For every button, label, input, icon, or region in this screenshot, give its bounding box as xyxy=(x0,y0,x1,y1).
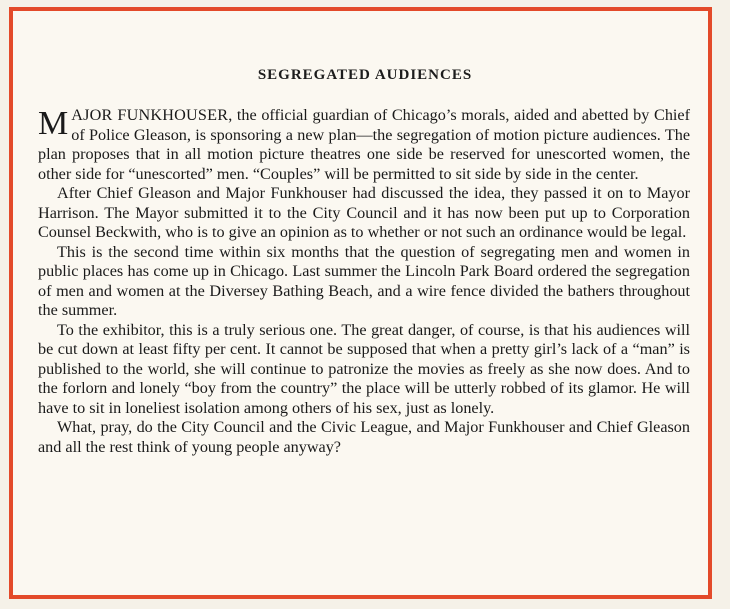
paragraph-5: What, pray, do the City Council and the Civic League, and Major Funkhouser and Chief Gleason and all the rest think of young people anyway? xyxy=(38,418,690,456)
lead-caps: AJOR FUNKHOUSER xyxy=(71,106,229,124)
paragraph-4: To the exhibitor, this is a truly serious one. The great danger, of course, is that his audiences will be cut down at least fifty per cent. It cannot be supposed that when a pretty girl’s lack of a “man” is published to the world, she will continue to patronize the movies as freely as she now does. And to the forlorn and lonely “boy from the country” the place will be utterly robbed of its glamor. He will have to sit in loneliest isolation among others of his sex, just as lonely. xyxy=(38,320,690,417)
paragraph-3: This is the second time within six months that the question of segregating men and women in public places has come up in Chicago. Last summer the Lincoln Park Board ordered the segregation of men and women at the Diversey Bathing Beach, and a wire fence divided the bathers throughout the summer. xyxy=(38,242,690,319)
drop-cap: M xyxy=(38,105,69,142)
article-title: SEGREGATED AUDIENCES xyxy=(257,67,473,83)
article-body xyxy=(38,106,690,457)
paragraph-1-text: , the official guardian of Chicago’s morals, aided and abetted by Chief of Police Gleason, is sponsoring a new plan—the segregation of motion picture audiences. The plan proposes that in all motion picture theatres one side be reserved for unescorted women, the other side for “unescorted” men. “Couples” will be permitted to sit side by side in the center. xyxy=(38,106,690,183)
paragraph-1 xyxy=(38,106,690,184)
paragraph-2: After Chief Gleason and Major Funkhouser had discussed the idea, they passed it on to Mayor Harrison. The Mayor submitted it to the City Council and it has now been put up to Corporation Counsel Beckwith, who is to give an opinion as to whether or not such an ordinance would be legal. xyxy=(38,184,690,241)
